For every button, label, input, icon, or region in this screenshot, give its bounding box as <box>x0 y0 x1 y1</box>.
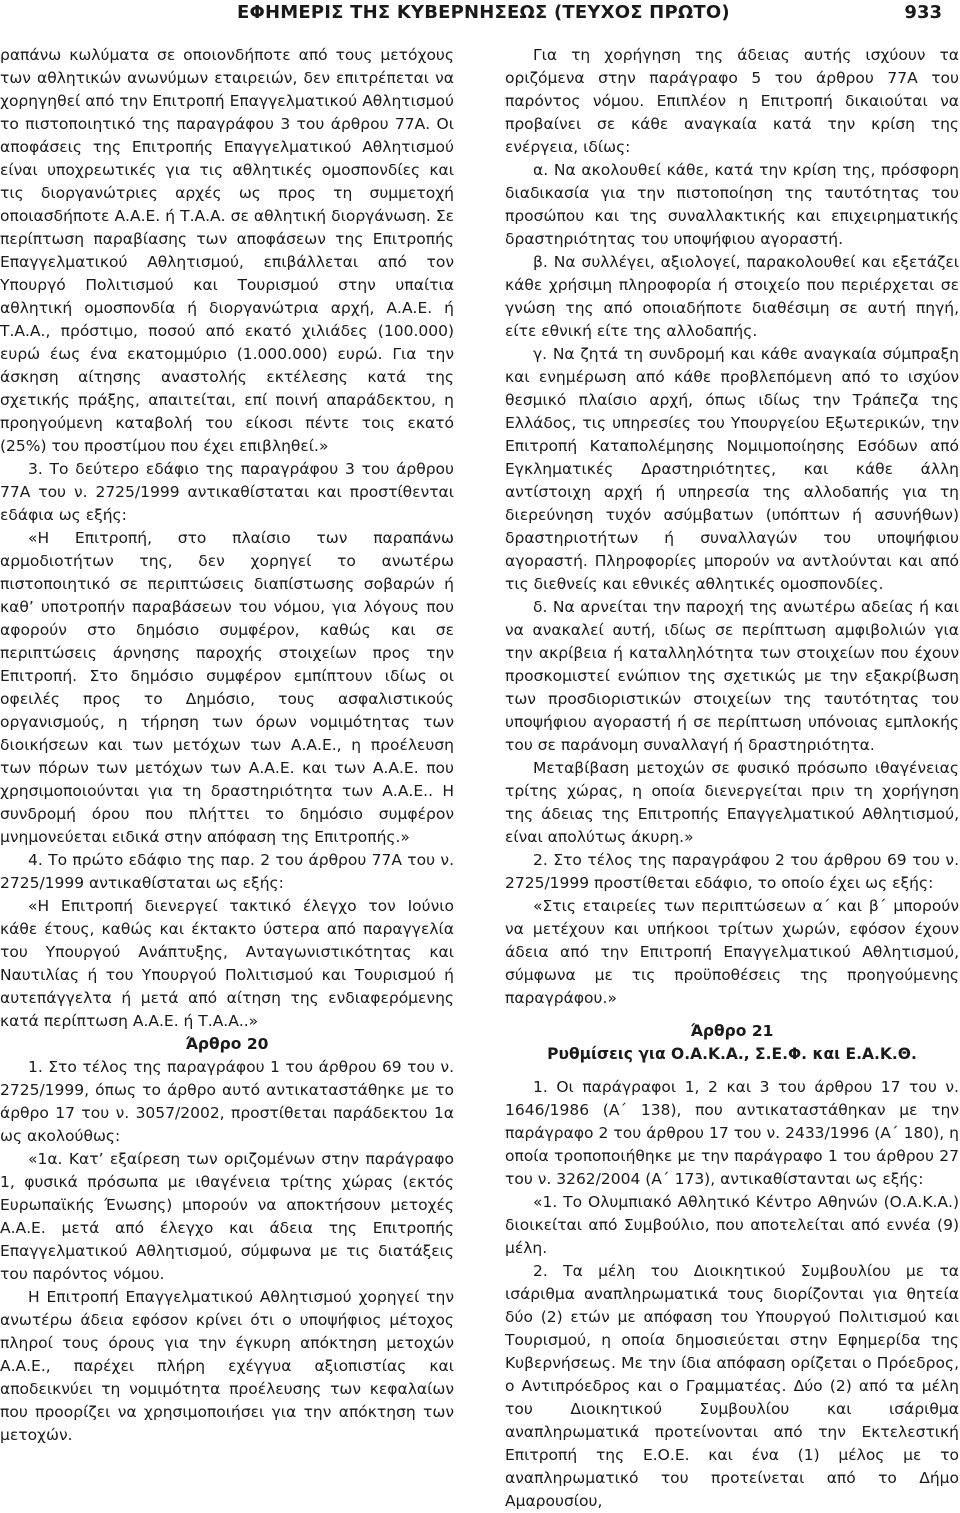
article-heading: Άρθρο 20 <box>185 1035 269 1053</box>
paragraph: «Η Επιτροπή διενεργεί τακτικό έλεγχο τον Ιούνιο κάθε έτους, καθώς και έκτακτο ύστερα από παραγγελία του Υπουργού Ανάπτυξης, Ανταγωνιστικότητας και Ναυτιλίας ή του Υπουργού Πολιτισμού και Τουρισμού ή αυτεπάγγελτα ή μετά από αίτηση της ενδιαφερόμενης κατά περίπτωση Α.Α.Ε. ή Τ.Α.Α..» <box>0 897 454 1030</box>
paragraph: «Στις εταιρείες των περιπτώσεων α΄ και β΄ μπορούν να μετέχουν και υπήκοοι τρίτων χωρών, εφόσον έχουν άδεια από την Επιτροπή Επαγγελματικού Αθλητισμού, σύμφωνα με τις προϋποθέσεις της προηγούμενης παραγράφου.» <box>505 897 959 1007</box>
paragraph: 2. Στο τέλος της παραγράφου 2 του άρθρου 69 του ν. 2725/1999 προστίθεται εδάφιο, το οποίο έχει ως εξής: <box>505 851 959 892</box>
paragraph: ραπάνω κωλύματα σε οποιονδήποτε από τους μετόχους των αθλητικών ανωνύμων εταιρειών, δεν επιτρέπεται να χορηγηθεί από την Επιτροπή Επαγγελματικού Αθλητισμού το πιστοποιητικό της παραγράφου 3 του άρθρου 77Α. Οι αποφάσεις της Επιτροπής Επαγγελματικού Αθλητισμού είναι υποχρεωτικές για τις αθλητικές ομοσπονδίες και τις διοργανώτριες αρχές ως προς τη συμμετοχή οποιασδήποτε Α.Α.Ε. ή Τ.Α.Α. σε αθλητική διοργάνωση. Σε περίπτωση παραβίασης των αποφάσεων της Επιτροπής Επαγγελματικού Αθλητισμού, επιβάλλεται από τον Υπουργό Πολιτισμού και Τουρισμού στην υπαίτια αθλητική ομοσπονδία ή διοργανώτρια αρχή, Α.Α.Ε. ή Τ.Α.Α., πρόστιμο, ποσού από εκατό χιλιάδες (100.000) ευρώ έως ένα εκατομμύριο (1.000.000) ευρώ. Για την άσκηση αίτησης αναστολής εκτέλεσης κατά της σχετικής πράξης, απαιτείται, επί ποινή απαράδεκτου, η προηγούμενη καταβολή του είκοσι πέντε τοις εκατό (25%) του προστίμου που έχει επιβληθεί.» <box>0 46 454 455</box>
paragraph: Μεταβίβαση μετοχών σε φυσικό πρόσωπο ιθαγένειας τρίτης χώρας, η οποία διενεργείται πριν τη χορήγηση της άδειας της Επιτροπής Επαγγελματικού Αθλητισμού, είναι απολύτως άκυρη.» <box>505 759 959 846</box>
paragraph: α. Να ακολουθεί κάθε, κατά την κρίση της, πρόσφορη διαδικασία για την πιστοποίηση της ταυτότητας του προσώπου και της συναλλακτικής και επιχειρηματικής δραστηριότητας του υποψήφιου αγοραστή. <box>505 161 959 248</box>
left-column <box>0 44 454 1447</box>
page-number: 933 <box>904 2 942 23</box>
paragraph: «1. Το Ολυμπιακό Αθλητικό Κέντρο Αθηνών (Ο.Α.Κ.Α.) διοικείται από Συμβούλιο, που αποτελείται από εννέα (9) μέλη. <box>505 1193 959 1257</box>
paragraph: β. Να συλλέγει, αξιολογεί, παρακολουθεί και εξετάζει κάθε χρήσιμη πληροφορία ή στοιχείο που περιέρχεται σε γνώση της από οποιαδήποτε διαθέσιμη σε αυτή πηγή, είτε εθνική είτε της αλλοδαπής. <box>505 253 959 340</box>
article-heading: Ρυθμίσεις για Ο.Α.Κ.Α., Σ.Ε.Φ. και Ε.Α.Κ.Θ. <box>547 1045 917 1063</box>
paragraph: «Η Επιτροπή, στο πλαίσιο των παραπάνω αρμοδιοτήτων της, δεν χορηγεί το ανωτέρω πιστοποιητικό σε περιπτώσεις διαπίστωσης σοβαρών ή καθ’ υποτροπήν παραβάσεων του νόμου, για λόγους που αφορούν στο δημόσιο συμφέρον, καθώς και σε περιπτώσεις άρνησης παροχής στοιχείων προς την Επιτροπή. Στο δημόσιο συμφέρον εμπίπτουν ιδίως οι οφειλές προς το Δημόσιο, τους ασφαλιστικούς οργανισμούς, η τήρηση των όρων νομιμότητας των διοικήσεων και των μετόχων των Α.Α.Ε., η προέλευση των πόρων των μετόχων των Α.Α.Ε. και των Α.Α.Ε. που χρησιμοποιούνται για τη δραστηριότητα των Α.Α.Ε.. Η συνδρομή όρου που πλήττει το δημόσιο συμφέρον μνημονεύεται ειδικά στην απόφαση της Επιτροπής.» <box>0 529 454 846</box>
paragraph: Η Επιτροπή Επαγγελματικού Αθλητισμού χορηγεί την ανωτέρω άδεια εφόσον κρίνει ότι ο υποψήφιος μέτοχος πληροί τους όρους για την έγκυρη απόκτηση μετοχών Α.Α.Ε., παρέχει πλήρη εχέγγυα αξιοπιστίας και αποδεικνύει τη νομιμότητα προέλευσης των κεφαλαίων που προορίζει να χρησιμοποιήσει για την απόκτηση των μετοχών. <box>0 1288 454 1444</box>
paragraph: 2. Τα μέλη του Διοικητικού Συμβουλίου με τα ισάριθμα αναπληρωματικά τους διορίζονται για θητεία δύο (2) ετών με απόφαση του Υπουργού Πολιτισμού και Τουρισμού, η οποία δημοσιεύεται στην Εφημερίδα της Κυβερνήσεως. Με την ίδια απόφαση ορίζεται ο Πρόεδρος, ο Αντιπρόεδρος και ο Γραμματέας. Δύο (2) από τα μέλη του Διοικητικού Συμβουλίου και ισάριθμα αναπληρωματικά προτείνονται από την Εκτελεστική Επιτροπή της Ε.Ο.Ε. και ένα (1) μέλος με το αναπληρωματικό του προτείνεται από το Δήμο Αμαρουσίου, <box>505 1262 959 1510</box>
paragraph: δ. Να αρνείται την παροχή της ανωτέρω αδείας ή και να ανακαλεί αυτή, ιδίως σε περίπτωση αμφιβολιών για την ακρίβεια ή καταλληλότητα των στοιχείων που έχουν προσκομιστεί ενώπιον της σχετικώς με την εξακρίβωση των προσδιοριστικών στοιχείων της ταυτότητας του υποψήφιου αγοραστή ή σε περίπτωση υπόνοιας εμπλοκής του σε παράνομη συναλλαγή ή δραστηριότητα. <box>505 598 959 754</box>
paragraph: γ. Να ζητά τη συνδρομή και κάθε αναγκαία σύμπραξη και ενημέρωση από κάθε προβλεπόμενη από το ισχύον θεσμικό πλαίσιο αρχή, όπως ιδίως την Τράπεζα της Ελλάδος, τις υπηρεσίες του Υπουργείου Εξωτερικών, την Επιτροπή Καταπολέμησης Νομιμοποίησης Εσόδων από Εγκληματικές Δραστηριότητες, και κάθε άλλη αντίστοιχη αρχή ή υπηρεσία της αλλοδαπής για τη διερεύνηση τυχόν ασύμβατων (υπόπτων ή ασυνήθων) δραστηριοτήτων ή συναλλαγών του υποψήφιου αγοραστή. Πληροφορίες μπορούν να αντλούνται και από τις διεθνείς και εθνικές αθλητικές ομοσπονδίες. <box>505 345 959 593</box>
paragraph: 1. Στο τέλος της παραγράφου 1 του άρθρου 69 του ν. 2725/1999, όπως το άρθρο αυτό αντικαταστάθηκε με το άρθρο 17 του ν. 3057/2002, προστίθεται παράδεκτου 1α ως ακολούθως: <box>0 1058 454 1145</box>
page-header <box>0 0 960 34</box>
paragraph: 4. Το πρώτο εδάφιο της παρ. 2 του άρθρου 77Α του ν. 2725/1999 αντικαθίσταται ως εξής: <box>0 851 454 892</box>
paragraph: Για τη χορήγηση της άδειας αυτής ισχύουν τα οριζόμενα στην παράγραφο 5 του άρθρου 77Α του παρόντος νόμου. Επιπλέον η Επιτροπή δικαιούται να προβαίνει σε κάθε αναγκαία κατά την κρίση της ενέργεια, ιδίως: <box>505 46 959 156</box>
paragraph: 3. Το δεύτερο εδάφιο της παραγράφου 3 του άρθρου 77Α του ν. 2725/1999 αντικαθίσταται και προστίθενται εδάφια ως εξής: <box>0 460 454 524</box>
right-column <box>505 44 959 1513</box>
gazette-title: ΕΦΗΜΕΡΙΣ ΤΗΣ ΚΥΒΕΡΝΗΣΕΩΣ (ΤΕΥΧΟΣ ΠΡΩΤΟ) <box>237 2 730 23</box>
paragraph: «1α. Κατ’ εξαίρεση των οριζομένων στην παράγραφο 1, φυσικά πρόσωπα με ιθαγένεια τρίτης χώρας (εκτός Ευρωπαϊκής Ένωσης) μπορούν να αποκτήσουν μετοχές Α.Α.Ε. μετά από έλεγχο και άδεια της Επιτροπής Επαγγελματικού Αθλητισμού, σύμφωνα με τις διατάξεις του παρόντος νόμου. <box>0 1150 454 1283</box>
article-heading: Άρθρο 21 <box>690 1022 774 1040</box>
paragraph: 1. Οι παράγραφοι 1, 2 και 3 του άρθρου 17 του ν. 1646/1986 (Α΄ 138), που αντικαταστάθηκαν με την παράγραφο 2 του άρθρου 17 του ν. 2433/1996 (Α΄ 180), η οποία τροποποιήθηκε με την παράγραφο 1 του άρθρου 27 του ν. 3262/2004 (Α΄ 173), αντικαθίστανται ως εξής: <box>505 1078 959 1188</box>
